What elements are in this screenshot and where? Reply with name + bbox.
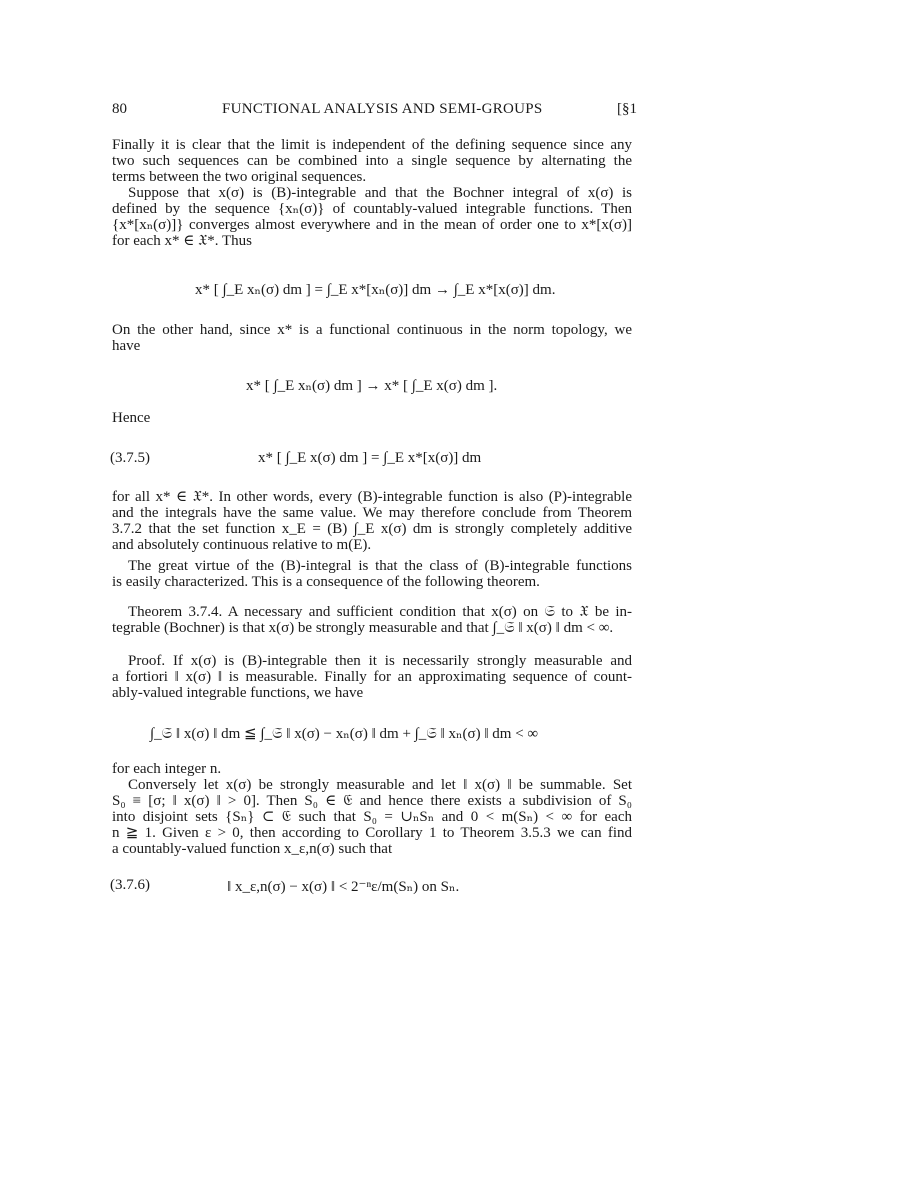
equation-2: x* [ ∫_E xₙ(σ) dm ] → x* [ ∫_E x(σ) dm ]. bbox=[246, 378, 498, 394]
proof-line: Proof. If x(σ) is (B)-integrable then it is necessarily strongly measurable and bbox=[128, 653, 632, 669]
text-line: Suppose that x(σ) is (B)-integrable and that the Bochner integral of x(σ) is bbox=[128, 185, 632, 201]
text-line: S₀ ≡ [σ; ‖ x(σ) ‖ > 0]. Then S₀ ∈ 𝔈 and hence there exists a subdivision of S₀ bbox=[112, 793, 632, 809]
theorem-line: Theorem 3.7.4. A necessary and sufficient condition that x(σ) on 𝔖 to 𝔛 be in- bbox=[128, 604, 632, 620]
text-line: for each integer n. bbox=[112, 761, 222, 777]
text-line: {x*[xₙ(σ)]} converges almost everywhere and in the mean of order one to x*[x(σ)] bbox=[112, 217, 632, 233]
equation-label: (3.7.6) bbox=[110, 877, 150, 893]
text-line: n ≧ 1. Given ε > 0, then according to Corollary 1 to Theorem 3.5.3 we can find bbox=[112, 825, 632, 841]
text-line: and the integrals have the same value. We may therefore conclude from Theorem bbox=[112, 505, 632, 521]
section-mark: [§1 bbox=[617, 101, 637, 117]
text-line: Finally it is clear that the limit is independent of the defining sequence since any bbox=[112, 137, 632, 153]
equation-5: ‖ x_ε,n(σ) − x(σ) ‖ < 2⁻ⁿε/m(Sₙ) on Sₙ. bbox=[227, 879, 460, 895]
text-line: two such sequences can be combined into a single sequence by alternating the bbox=[112, 153, 632, 169]
text-line: ably-valued integrable functions, we have bbox=[112, 685, 364, 701]
text-line: for each x* ∈ 𝔛*. Thus bbox=[112, 233, 252, 249]
text-line: Conversely let x(σ) be strongly measurable and let ‖ x(σ) ‖ be summable. Set bbox=[128, 777, 632, 793]
running-title: FUNCTIONAL ANALYSIS AND SEMI-GROUPS bbox=[222, 101, 543, 117]
text-line: and absolutely continuous relative to m(E). bbox=[112, 537, 372, 553]
equation-label: (3.7.5) bbox=[110, 450, 150, 466]
page-number: 80 bbox=[112, 101, 127, 117]
text-line: terms between the two original sequences. bbox=[112, 169, 367, 185]
text-line: defined by the sequence {xₙ(σ)} of countably-valued integrable functions. Then bbox=[112, 201, 632, 217]
text-line: for all x* ∈ 𝔛*. In other words, every (B)-integrable function is also (P)-integrable bbox=[112, 489, 632, 505]
text-line: On the other hand, since x* is a functional continuous in the norm topology, we bbox=[112, 322, 632, 338]
theorem-line: tegrable (Bochner) is that x(σ) be strongly measurable and that ∫_𝔖 ‖ x(σ) ‖ dm < ∞. bbox=[112, 620, 614, 636]
text-line: The great virtue of the (B)-integral is that the class of (B)-integrable functions bbox=[128, 558, 632, 574]
text-line: is easily characterized. This is a consequence of the following theorem. bbox=[112, 574, 540, 590]
text-line: have bbox=[112, 338, 141, 354]
text-line: a countably-valued function x_ε,n(σ) such that bbox=[112, 841, 393, 857]
text-line: Hence bbox=[112, 410, 151, 426]
equation-4: ∫_𝔖 ‖ x(σ) ‖ dm ≦ ∫_𝔖 ‖ x(σ) − xₙ(σ) ‖ dm + ∫_𝔖 ‖ xₙ(σ) ‖ dm < ∞ bbox=[150, 726, 539, 742]
text-line: 3.7.2 that the set function x_E = (B) ∫_E x(σ) dm is strongly completely additive bbox=[112, 521, 632, 537]
equation-1: x* [ ∫_E xₙ(σ) dm ] = ∫_E x*[xₙ(σ)] dm → ∫_E x*[x(σ)] dm. bbox=[195, 282, 556, 298]
text-line: into disjoint sets {Sₙ} ⊂ 𝔈 such that S₀ = ∪ₙSₙ and 0 < m(Sₙ) < ∞ for each bbox=[112, 809, 632, 825]
text-line: a fortiori ‖ x(σ) ‖ is measurable. Finally for an approximating sequence of count- bbox=[112, 669, 632, 685]
equation-3: x* [ ∫_E x(σ) dm ] = ∫_E x*[x(σ)] dm bbox=[258, 450, 482, 466]
